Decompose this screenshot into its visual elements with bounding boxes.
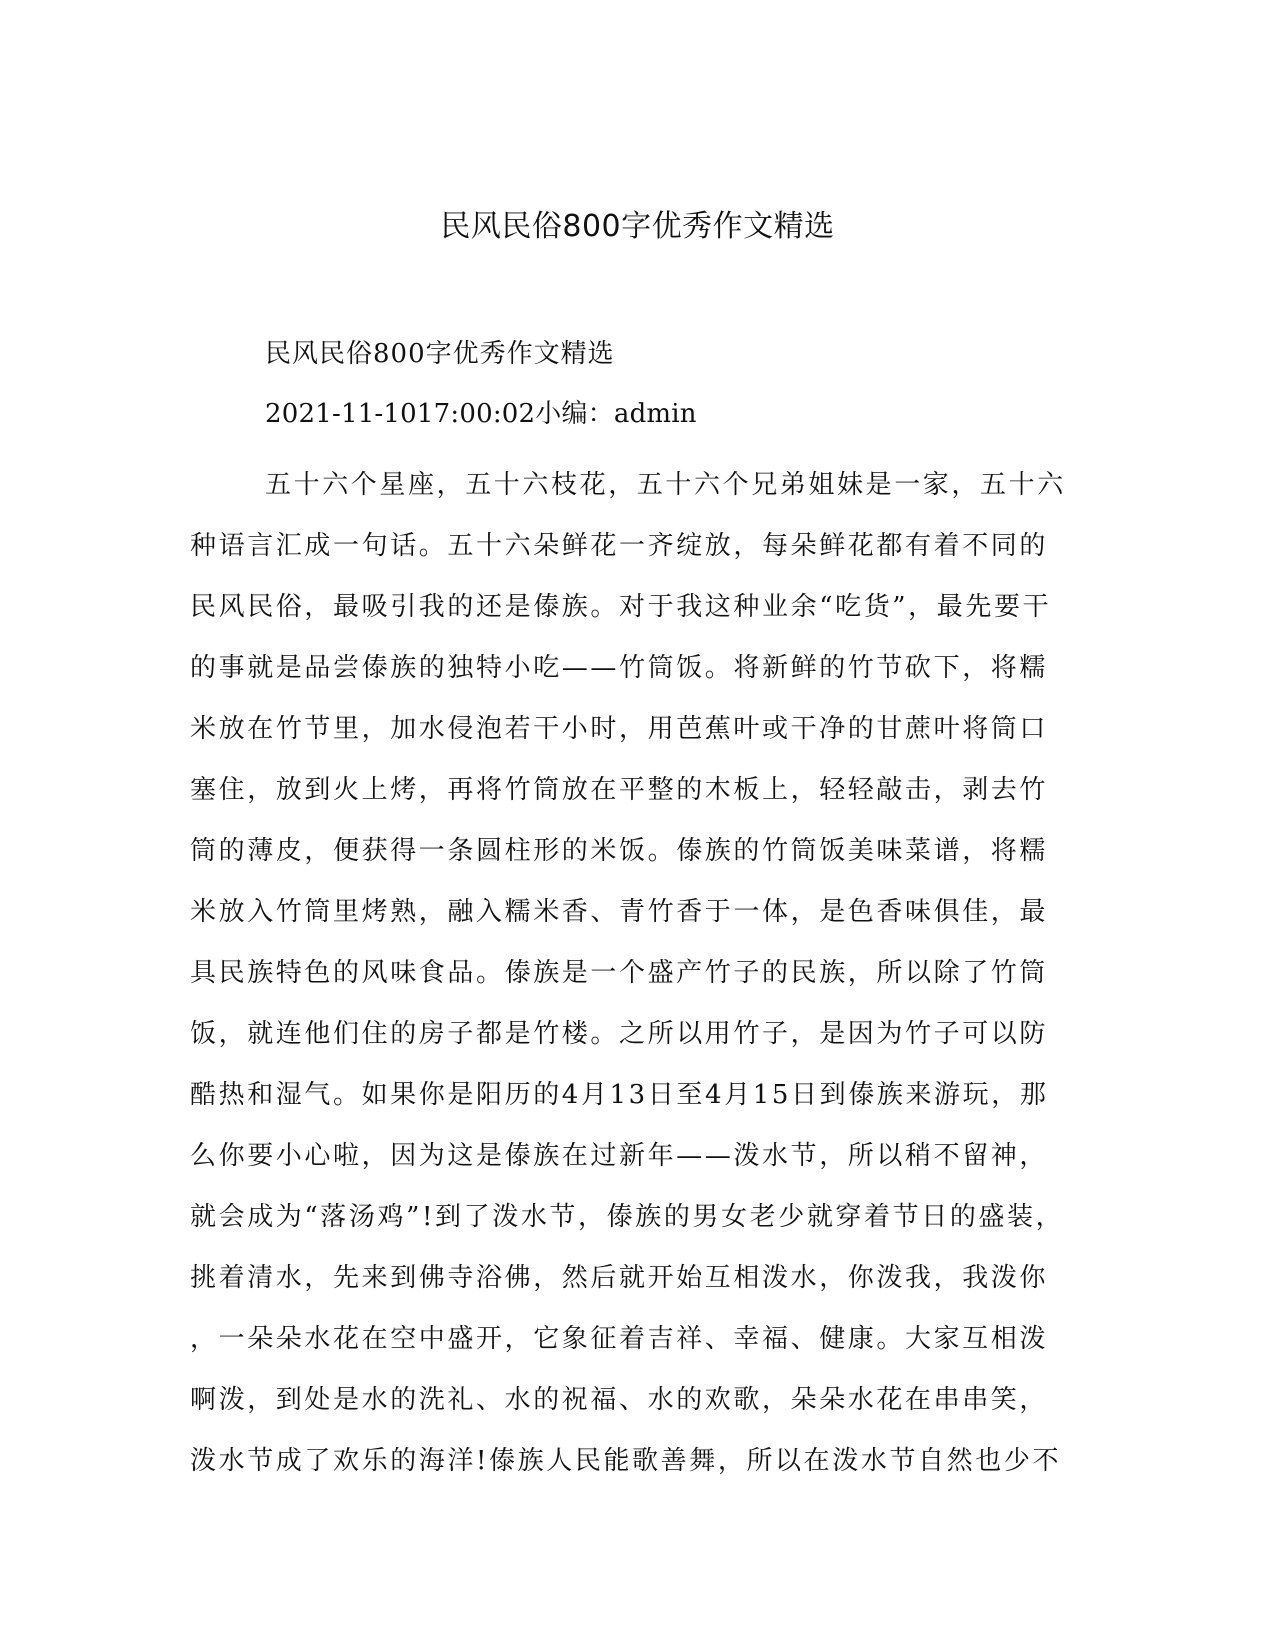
body-line: 米放在竹节里，加水侵泡若干小时，用芭蕉叶或干净的甘蔗叶将筒口 <box>190 714 1049 744</box>
body-line: 塞住，放到火上烤，再将竹筒放在平整的木板上，轻轻敲击，剥去竹 <box>190 775 1049 805</box>
body-line: 米放入竹筒里烤熟，融入糯米香、青竹香于一体，是色香味俱佳，最 <box>190 897 1049 927</box>
body-line: 的事就是品尝傣族的独特小吃——竹筒饭。将新鲜的竹节砍下，将糯 <box>190 653 1049 683</box>
body-line: 挑着清水，先来到佛寺浴佛，然后就开始互相泼水，你泼我，我泼你 <box>190 1263 1049 1293</box>
body-line: 五十六个星座，五十六枝花，五十六个兄弟姐妹是一家，五十六 <box>265 470 1066 500</box>
body-line: 酷热和湿气。如果你是阳历的4月13日至4月15日到傣族来游玩，那 <box>190 1080 1049 1110</box>
body-line: 饭，就连他们住的房子都是竹楼。之所以用竹子，是因为竹子可以防 <box>190 1019 1049 1049</box>
body-line: 啊泼，到处是水的洗礼、水的祝福、水的欢歌，朵朵水花在串串笑， <box>190 1385 1049 1415</box>
body-line: 泼水节成了欢乐的海洋!傣族人民能歌善舞，所以在泼水节自然也少不 <box>190 1446 1062 1476</box>
body-line: 种语言汇成一句话。五十六朵鲜花一齐绽放，每朵鲜花都有着不同的 <box>190 531 1049 561</box>
document-title: 民风民俗800字优秀作文精选 <box>440 209 835 244</box>
body-line: 么你要小心啦，因为这是傣族在过新年——泼水节，所以稍不留神， <box>190 1141 1049 1171</box>
body-line: 民风民俗，最吸引我的还是傣族。对于我这种业余“吃货”，最先要干 <box>190 592 1052 622</box>
article-body <box>190 455 1070 1492</box>
body-line: 筒的薄皮，便获得一条圆柱形的米饭。傣族的竹筒饭美味菜谱，将糯 <box>190 836 1049 866</box>
body-line: 具民族特色的风味食品。傣族是一个盛产竹子的民族，所以除了竹筒 <box>190 958 1049 988</box>
article-subtitle: 民风民俗800字优秀作文精选 <box>265 339 615 369</box>
body-line: 就会成为“落汤鸡”!到了泼水节，傣族的男女老少就穿着节日的盛装， <box>190 1202 1065 1232</box>
article-dateline: 2021-11-1017:00:02小编：admin <box>265 399 697 429</box>
body-line: ，一朵朵水花在空中盛开，它象征着吉祥、幸福、健康。大家互相泼 <box>190 1324 1049 1354</box>
